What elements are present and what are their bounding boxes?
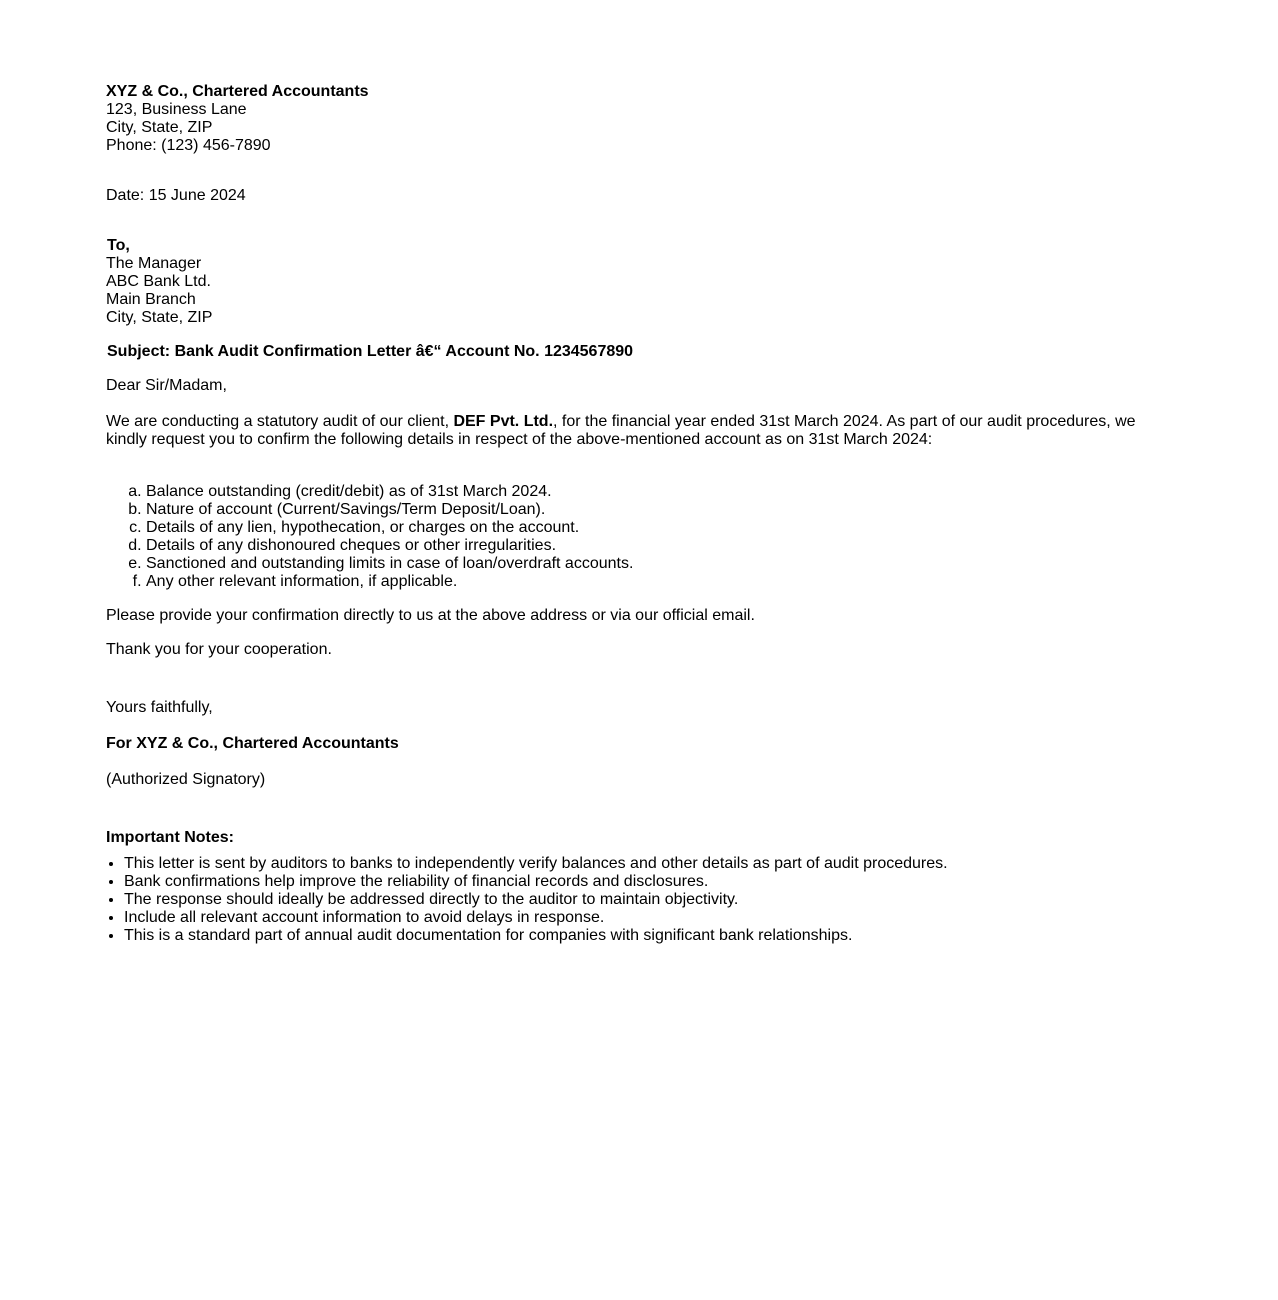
recipient-address: City, State, ZIP xyxy=(106,309,213,326)
letter-date: Date: 15 June 2024 xyxy=(106,187,246,204)
authorized-signatory: (Authorized Signatory) xyxy=(106,771,266,788)
request-item: f. Any other relevant information, if applicable. xyxy=(146,573,1166,591)
sender-phone: Phone: (123) 456-7890 xyxy=(106,137,271,154)
sender-address-line1: 123, Business Lane xyxy=(106,101,247,118)
provide-confirmation-text: Please provide your confirmation directly to us at the above address or via our official email. xyxy=(106,607,755,624)
sender-address-line2: City, State, ZIP xyxy=(106,119,213,136)
recipient-to-label: To, xyxy=(107,237,130,254)
notes-list xyxy=(106,855,1166,945)
request-item: b. Nature of account (Current/Savings/Term Deposit/Loan). xyxy=(146,501,1166,519)
sender-firm-name: XYZ & Co., Chartered Accountants xyxy=(106,83,369,100)
thanks-text: Thank you for your cooperation. xyxy=(106,641,332,658)
recipient-branch: Main Branch xyxy=(106,291,196,308)
note-item: • This is a standard part of annual audit documentation for companies with significant bank relationships. xyxy=(124,927,1166,945)
notes-title: Important Notes: xyxy=(106,829,234,846)
request-item: d. Details of any dishonoured cheques or other irregularities. xyxy=(146,537,1166,555)
note-item: • Bank confirmations help improve the reliability of financial records and disclosures. xyxy=(124,873,1166,891)
client-name: DEF Pvt. Ltd. xyxy=(453,413,554,430)
signing-firm: For XYZ & Co., Chartered Accountants xyxy=(106,735,399,752)
intro-text-part2: , for the financial year ended 31st March 2024. As part of our audit procedures, we kindly request you to confirm the following details in respect of the above-mentioned account as on 31st March 2024: xyxy=(106,413,1136,448)
recipient-block xyxy=(106,237,1166,327)
request-item: e. Sanctioned and outstanding limits in case of loan/overdraft accounts. xyxy=(146,555,1166,573)
letter-subject: Subject: Bank Audit Confirmation Letter â€“ Account No. 1234567890 xyxy=(107,343,634,360)
intro-text-part1: We are conducting a statutory audit of our client, xyxy=(106,413,454,430)
note-item: • The response should ideally be addressed directly to the auditor to maintain objectivity. xyxy=(124,891,1166,909)
recipient-title: The Manager xyxy=(106,255,202,272)
note-item: • Include all relevant account information to avoid delays in response. xyxy=(124,909,1166,927)
sender-block xyxy=(106,83,1166,155)
recipient-bank: ABC Bank Ltd. xyxy=(106,273,211,290)
closing-text: Yours faithfully, xyxy=(106,699,213,716)
request-list xyxy=(106,483,1166,591)
intro-paragraph xyxy=(106,413,1166,449)
note-item: • This letter is sent by auditors to banks to independently verify balances and other details as part of audit procedures. xyxy=(124,855,1166,873)
request-item: a. Balance outstanding (credit/debit) as of 31st March 2024. xyxy=(146,483,1166,501)
salutation: Dear Sir/Madam, xyxy=(106,377,227,394)
request-item: c. Details of any lien, hypothecation, or charges on the account. xyxy=(146,519,1166,537)
letter-page xyxy=(106,83,1166,945)
